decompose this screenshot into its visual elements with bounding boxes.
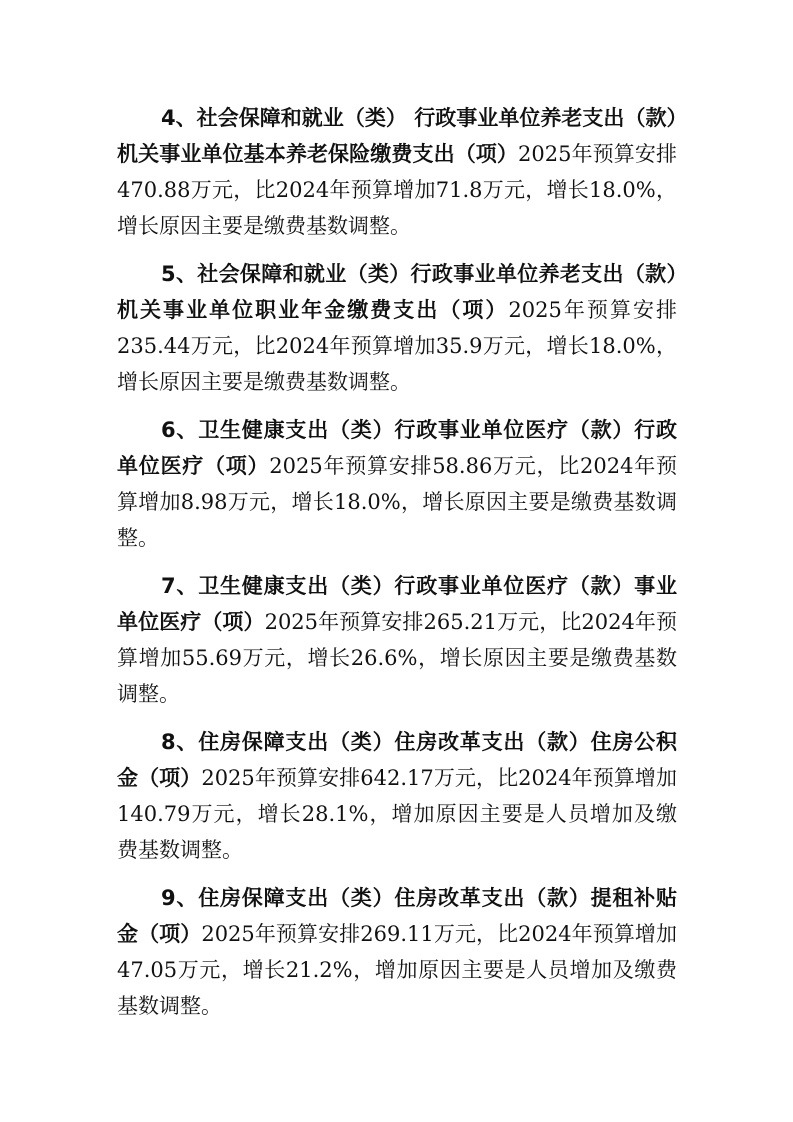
item-heading: 7、卫生健康支出（类）行政事业单位医疗（款）事业单位医疗（项）	[117, 574, 677, 634]
item-body: 2025年预算安排58.86万元，比2024年预算增加8.98万元，增长18.0%，增长原因主要是缴费基数调整。	[117, 454, 677, 550]
item-heading: 5、社会保障和就业（类）行政事业单位养老支出（款）机关事业单位职业年金缴费支出（项）	[117, 262, 677, 322]
budget-item-7	[117, 568, 677, 712]
item-heading: 8、住房保障支出（类）住房改革支出（款）住房公积金（项）	[117, 730, 677, 790]
item-body: 2025年预算安排269.11万元，比2024年预算增加47.05万元，增长21.2%，增加原因主要是人员增加及缴费基数调整。	[117, 922, 677, 1018]
budget-item-5	[117, 256, 677, 400]
budget-item-4	[117, 100, 677, 244]
budget-item-6	[117, 412, 677, 556]
budget-item-9	[117, 880, 677, 1024]
item-heading: 9、住房保障支出（类）住房改革支出（款）提租补贴金（项）	[117, 886, 677, 946]
item-body: 2025年预算安排235.44万元，比2024年预算增加35.9万元，增长18.0%，增长原因主要是缴费基数调整。	[117, 298, 677, 394]
budget-item-8	[117, 724, 677, 868]
item-heading: 6、卫生健康支出（类）行政事业单位医疗（款）行政单位医疗（项）	[117, 418, 677, 478]
document-body	[117, 100, 677, 1036]
item-body: 2025年预算安排265.21万元，比2024年预算增加55.69万元，增长26.6%，增长原因主要是缴费基数调整。	[117, 610, 677, 706]
item-heading: 4、社会保障和就业（类） 行政事业单位养老支出（款）机关事业单位基本养老保险缴费支出（项）	[117, 106, 677, 166]
item-body: 2025年预算安排470.88万元，比2024年预算增加71.8万元，增长18.0%，增长原因主要是缴费基数调整。	[117, 142, 677, 238]
item-body: 2025年预算安排642.17万元，比2024年预算增加140.79万元，增长28.1%，增加原因主要是人员增加及缴费基数调整。	[117, 766, 677, 862]
